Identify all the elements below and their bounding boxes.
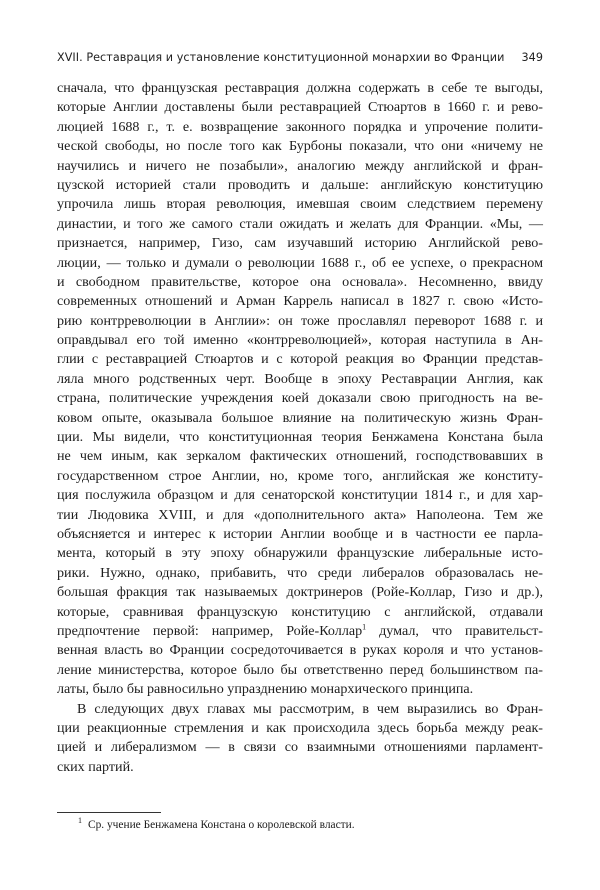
text-line: государственном строе Англии, но, кроме того, английская же конститу- [57, 467, 543, 484]
text-line: сначала, что французская реставрация должна содержать в себе те выгоды, [57, 80, 543, 96]
text-line: рики. Нужно, однако, прибавить, что среди либералов образовалась не- [57, 564, 543, 581]
text-line: ских партий. [57, 758, 134, 775]
text-line: современных отношений и Арман Каррель написал в 1827 г. свою «Исто- [57, 293, 543, 310]
text-line: которые Англии доставлены были реставрацией Стюартов в 1660 г. и рево- [57, 99, 543, 116]
text-line: ление министерства, которое было бы ответственно перед большинством па- [57, 661, 543, 678]
text-line: оправдывал его той именно «контрреволюцией», которая наступила в Ан- [57, 332, 543, 349]
paragraph-1 [57, 79, 543, 700]
text-line: люцией 1688 г., т. е. возвращение законного порядка и упрочение полити- [57, 118, 543, 135]
text-line: ковом опыте, оказывала большое влияние на политическую жизнь Фран- [57, 409, 543, 426]
text-line: ляла много родственных черт. Вообще в эпоху Реставрации Англия, как [57, 370, 543, 387]
footnote [78, 818, 543, 833]
text-line: не чем иным, как зеркалом фактических отношений, господствовавших в [57, 448, 543, 465]
text-line: ция послужила образцом и для сенаторской конституции 1814 г., и для хар- [57, 487, 543, 504]
text-line: династии, и того же самого стали ожидать и желать для Франции. «Мы, — [57, 215, 543, 232]
text-line: латы, было бы равносильно упразднению монархического принципа. [57, 681, 474, 698]
text-line: страна, политические учреждения коей доказали свою пригодность на ве- [57, 390, 543, 407]
text-segment: думал, что правительст- [366, 622, 543, 639]
page-number: 349 [521, 51, 543, 64]
text-line: глии с реставрацией Стюартов и с которой реакция во Франции представ- [57, 351, 543, 368]
text-line: венная власть во Франции сосредоточивается в руках короля и что установ- [57, 642, 543, 659]
text-line: ческой свободы, но после того как Бурбоны показали, что они «ничему не [57, 138, 543, 155]
text-line: ции. Мы видели, что конституционная теория Бенжамена Констана была [57, 429, 543, 446]
text-segment: предпочтение первой: например, Ройе-Коллар [57, 622, 363, 639]
text-line-with-footnote [57, 622, 543, 641]
text-line: ции реакционные стремления и как происходила здесь борьба между реак- [57, 719, 543, 736]
text-line: цией и либерализмом — в связи со взаимными отношениями парламент- [57, 739, 543, 756]
text-line: научились и ничего не позабыли», аналогию между английской и фран- [57, 157, 543, 174]
text-line: цузской историей стали проводить и дальше: английскую конституцию [57, 176, 543, 193]
footnote-number: 1 [78, 816, 82, 826]
text-line: упрочила лишь вторая революция, имевшая своим следствием перемену [57, 196, 543, 213]
text-line: тии Людовика XVIII, и для «дополнительного акта» Наполеона. Тем же [57, 506, 543, 523]
chapter-title: XVII. Реставрация и установление конституционной монархии во Франции [57, 51, 505, 64]
text-line: объясняется и интерес к истории Англии вообще и в частности ее парла- [57, 525, 543, 542]
text-line: которые, сравнивая французскую конституцию с английской, отдавали [57, 603, 543, 620]
text-line: люции, — только и думали о революции 1688 г., об ее успехе, о прекрасном [57, 254, 543, 271]
text-line: В следующих двух главах мы рассмотрим, в чем выразились во Фран- [77, 700, 543, 717]
footnote-text: Ср. учение Бенжамена Констана о королевской власти. [88, 819, 355, 831]
main-text [57, 79, 543, 777]
footnote-reference[interactable]: 1 [362, 622, 367, 632]
text-line: большая фракция так называемых доктринеров (Ройе-Коллар, Гизо и др.), [57, 584, 543, 601]
paragraph-2 [57, 700, 543, 778]
text-line: рию контрреволюции в Англии»: он тоже прославлял переворот 1688 г. и [57, 312, 543, 329]
text-line: мента, который в эту эпоху обнаружили французские либеральные исто- [57, 545, 543, 562]
footnote-separator [57, 812, 161, 813]
text-line: признается, например, Гизо, сам изучавший историю Английской рево- [57, 235, 543, 252]
text-line: и свободном правительстве, которое она основала». Несомненно, ввиду [57, 273, 543, 290]
